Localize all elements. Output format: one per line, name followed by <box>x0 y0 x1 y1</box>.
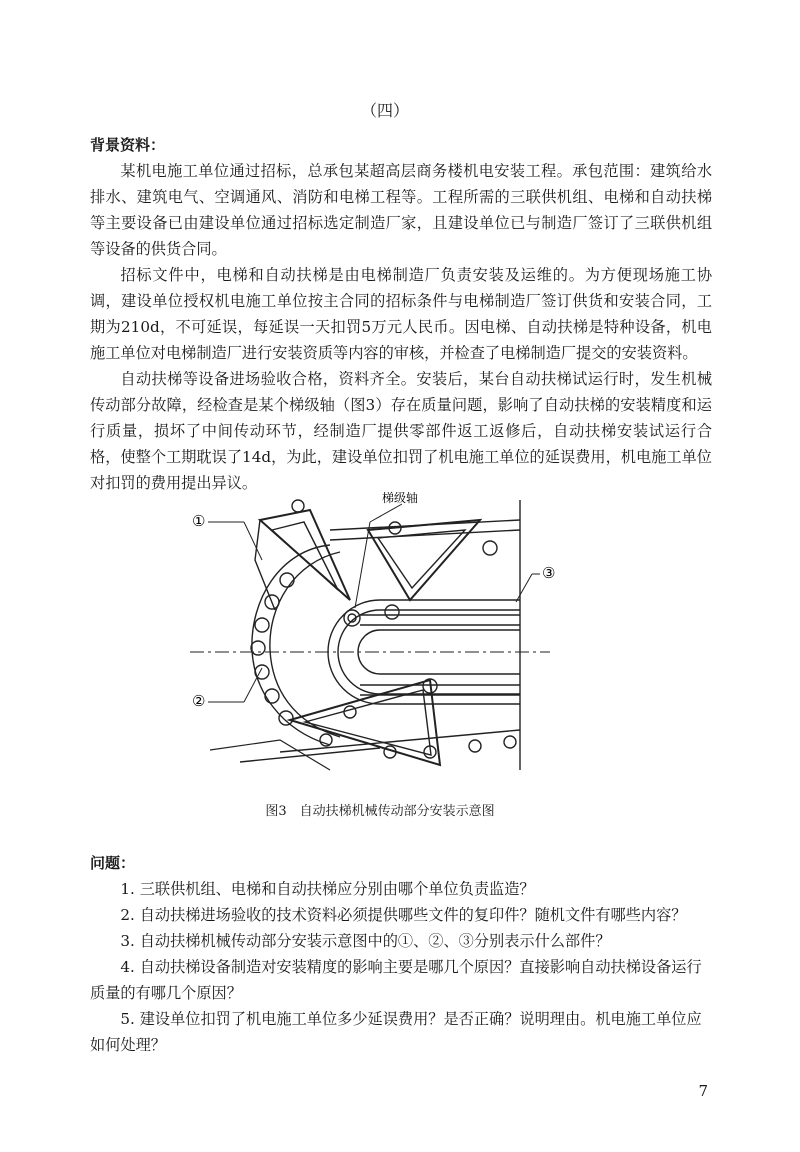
question-item: 3. 自动扶梯机械传动部分安装示意图中的①、②、③分别表示什么部件？ <box>120 932 611 950</box>
section-title: （四） <box>360 101 409 120</box>
background-paragraph-2: 招标文件中，电梯和自动扶梯是由电梯制造厂负责安装及运维的。为方便现场施工协调，建设单位授权机电施工单位按主合同的招标条件与电梯制造厂签订供货和安装合同，工期为210d，不可延误，每延误一天扣罚5万元人民币。因电梯、自动扶梯是特种设备，机电施工单位对电梯制造厂进行安装资质等内容的审核，并检查了电梯制造厂提交的安装资料。 <box>90 266 712 362</box>
figure-label-step-axle: 梯级轴 <box>382 491 419 505</box>
figure-label-2: ② <box>192 692 206 710</box>
questions-heading: 问题： <box>90 854 136 872</box>
figure-label-1: ① <box>192 512 206 530</box>
page-number: 7 <box>698 1082 708 1100</box>
figure-caption: 图3 自动扶梯机械传动部分安装示意图 <box>265 804 495 819</box>
background-paragraph-3: 自动扶梯等设备进场验收合格，资料齐全。安装后，某台自动扶梯试运行时，发生机械传动部分故障，经检查是某个梯级轴（图3）存在质量问题，影响了自动扶梯的安装精度和运行质量，损坏了中间传动环节，经制造厂提供零部件返工返修后，自动扶梯安装试运行合格，使整个工期耽误了14d，为此，建设单位扣罚了机电施工单位的延误费用，机电施工单位对扣罚的费用提出异议。 <box>90 370 712 492</box>
question-item: 4. 自动扶梯设备制造对安装精度的影响主要是哪几个原因？直接影响自动扶梯设备运行质量的有哪几个原因？ <box>90 958 702 1002</box>
background-paragraph-1: 某机电施工单位通过招标，总承包某超高层商务楼机电安装工程。承包范围：建筑给水排水、建筑电气、空调通风、消防和电梯工程等。工程所需的三联供机组、电梯和自动扶梯等主要设备已由建设单位通过招标选定制造厂家，且建设单位已与制造厂签订了三联供机组等设备的供货合同。 <box>90 162 712 258</box>
background-heading: 背景资料： <box>90 136 166 154</box>
question-item: 5. 建设单位扣罚了机电施工单位多少延误费用？是否正确？说明理由。机电施工单位应如何处理？ <box>90 1010 702 1054</box>
question-item: 1. 三联供机组、电梯和自动扶梯应分别由哪个单位负责监造？ <box>120 880 535 898</box>
escalator-diagram <box>180 490 560 780</box>
figure-label-3: ③ <box>542 564 556 582</box>
escalator-transmission-figure <box>180 490 560 780</box>
question-item: 2. 自动扶梯进场验收的技术资料必须提供哪些文件的复印件？随机文件有哪些内容？ <box>120 906 687 924</box>
